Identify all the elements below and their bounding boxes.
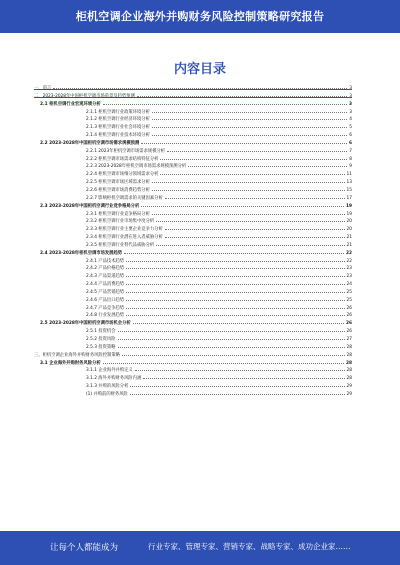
toc-entry-label: 2.4.8 行业发展趋势 — [86, 313, 125, 319]
toc-entry[interactable] — [34, 217, 352, 225]
toc-dot-leader — [152, 131, 347, 136]
toc-entry-label: 2.5.1 投资机会 — [86, 329, 116, 335]
toc-entry-label: 2.2.4 柜机空调市场细分领域需求分析 — [86, 172, 159, 178]
toc-entry[interactable] — [34, 343, 352, 351]
toc-page-number: 28 — [346, 368, 352, 374]
toc-dot-leader — [126, 296, 344, 301]
toc-page-number: 15 — [346, 187, 352, 193]
toc-dot-leader — [160, 170, 344, 175]
toc-entry-label: 2.2.6 柜机空调市场消费趋势分析 — [86, 187, 150, 193]
toc-entry[interactable] — [34, 186, 352, 194]
toc-page-number: 11 — [346, 172, 352, 178]
toc-dot-leader — [126, 272, 344, 277]
toc-dot-leader — [126, 288, 344, 293]
toc-entry[interactable] — [34, 100, 352, 108]
toc-dot-leader — [118, 335, 345, 340]
toc-entry[interactable] — [34, 311, 352, 319]
toc-entry[interactable] — [34, 304, 352, 312]
toc-dot-leader — [118, 327, 345, 332]
toc-page-number: 20 — [346, 219, 352, 225]
toc-page-number: 26 — [346, 329, 352, 335]
toc-page-number: 19 — [346, 203, 352, 209]
toc-dot-leader — [152, 115, 347, 120]
toc-entry-label: 2.1.2 柜机空调行业经济环境分析 — [86, 117, 150, 123]
toc-page-number: 3 — [349, 101, 352, 107]
toc-dot-leader — [124, 249, 344, 254]
toc-entry-label: 2.3.3 柜机空调行业主要企业竞争力分析 — [86, 227, 163, 233]
toc-entry[interactable] — [34, 194, 352, 202]
toc-page-number: 6 — [349, 133, 352, 139]
toc-dot-leader — [103, 100, 347, 105]
toc-dot-leader — [188, 162, 347, 167]
toc-dot-leader — [126, 304, 344, 309]
toc-entry[interactable] — [34, 131, 352, 139]
toc-page-number: 25 — [346, 289, 352, 295]
toc-entry[interactable] — [34, 210, 352, 218]
toc-page-number: 24 — [346, 282, 352, 288]
toc-entry[interactable] — [34, 170, 352, 178]
toc-entry[interactable] — [34, 327, 352, 335]
toc-dot-leader — [126, 257, 344, 262]
toc-page-number: 8 — [349, 156, 352, 162]
toc-entry-label: (1) 并购前的财务风险 — [86, 391, 128, 397]
toc-entry[interactable] — [34, 155, 352, 163]
toc-entry[interactable] — [34, 241, 352, 249]
toc-dot-leader — [118, 343, 345, 348]
toc-entry[interactable] — [34, 84, 352, 92]
toc-entry[interactable] — [34, 92, 352, 100]
toc-page-number: 5 — [349, 125, 352, 131]
toc-entry[interactable] — [34, 225, 352, 233]
toc-entry-label: 2.5.3 投资策略 — [86, 344, 116, 350]
toc-dot-leader — [160, 155, 347, 160]
toc-page-number: 7 — [349, 148, 352, 154]
toc-entry[interactable] — [34, 382, 352, 390]
toc-page-number: 3 — [349, 86, 352, 91]
toc-entry-label: 3.1 企业海外并购财务风险分析 — [40, 360, 101, 366]
toc-dot-leader — [53, 84, 347, 89]
toc-dot-leader — [156, 241, 344, 246]
toc-page-number: 4 — [349, 117, 352, 123]
toc-dot-leader — [130, 382, 344, 387]
footer-bar — [0, 531, 400, 565]
toc-page-number: 3 — [349, 93, 352, 99]
toc-page-number: 21 — [346, 242, 352, 248]
toc-entry-label: 3.1.1 企业海外并购定义 — [86, 368, 133, 374]
toc-entry-label: 2.2.1 2023年柜机空调市场需求规模分析 — [86, 148, 166, 154]
toc-page-number: 6 — [349, 140, 352, 146]
toc-dot-leader — [156, 217, 344, 222]
toc-page-number: 3 — [349, 109, 352, 115]
toc-entry[interactable] — [34, 359, 352, 367]
toc-dot-leader — [143, 374, 344, 379]
toc-entry[interactable] — [34, 296, 352, 304]
toc-page-number: 25 — [346, 297, 352, 303]
toc-entry[interactable] — [34, 351, 352, 359]
toc-entry[interactable] — [34, 335, 352, 343]
toc-page-number: 28 — [346, 360, 352, 366]
toc-entry-label: 2.4.2 产品价格趋势 — [86, 266, 125, 272]
toc-entry[interactable] — [34, 147, 352, 155]
toc-dot-leader — [141, 202, 344, 207]
toc-dot-leader — [103, 359, 344, 364]
toc-dot-leader — [133, 319, 344, 324]
toc-page-number: 19 — [346, 211, 352, 217]
toc-page-number: 28 — [346, 344, 352, 350]
toc-title: 内容目录 — [173, 62, 226, 77]
toc-entry[interactable] — [34, 123, 352, 131]
toc-page-number: 13 — [346, 180, 352, 186]
toc-entry-label: 2.4.4 产品消费趋势 — [86, 282, 125, 288]
toc-entry[interactable] — [34, 374, 352, 382]
toc-entry-label: 2.1.1 柜机空调行业政策环境分析 — [86, 109, 150, 115]
toc-page-number: 23 — [346, 266, 352, 272]
toc-dot-leader — [141, 139, 347, 144]
toc-page-number: 21 — [346, 235, 352, 241]
toc-entry-label: 2.5 2023-2028年中国柜机空调市场机会分析 — [40, 321, 131, 327]
toc-dot-leader — [165, 225, 345, 230]
toc-dot-leader — [152, 108, 347, 113]
toc-dot-leader — [137, 92, 348, 97]
toc-dot-leader — [130, 390, 345, 395]
toc-entry-label: 2.4.3 产品渠道趋势 — [86, 274, 125, 280]
toc-entry-label: 2.1 柜机空调行业宏观环境分析 — [40, 101, 101, 107]
toc-entry[interactable] — [34, 390, 352, 398]
toc-entry-label: 2.4.5 产品营销趋势 — [86, 289, 125, 295]
report-title: 柜机空调企业海外并购财务风险控制策略研究报告 — [75, 10, 325, 23]
toc-dot-leader — [167, 147, 347, 152]
toc-entry[interactable] — [34, 264, 352, 272]
toc-entry-label: 2.2.2 柜机空调市场需求结构特征分析 — [86, 156, 159, 162]
toc-entry-label: 2.1.3 柜机空调行业社会环境分析 — [86, 125, 150, 131]
toc-entry-label: 2.4.7 产品竞争趋势 — [86, 305, 125, 311]
toc-entry-label: 2.2.3 2023-2028年柜机空调市场需求规模预测分析 — [86, 164, 187, 170]
toc-entry[interactable] — [34, 280, 352, 288]
toc-entry-label: 2.5.2 投资风险 — [86, 337, 116, 342]
toc-page-number: 22 — [346, 258, 352, 264]
toc-page-number: 17 — [346, 195, 352, 201]
toc-entry-label: 2.2 2023-2028年中国柜机空调市场需求规模预测 — [40, 140, 140, 146]
toc-entry[interactable] — [34, 202, 352, 210]
toc-entry-label: 2.2.5 柜机空调市场区域需求分析 — [86, 180, 150, 186]
toc-entry[interactable] — [34, 249, 352, 257]
toc-entry[interactable] — [34, 272, 352, 280]
toc-entry[interactable] — [34, 139, 352, 147]
toc-entry-label: 2.2.7 影响柜机空调需求的关键因素分析 — [86, 195, 163, 201]
toc-entry-label: 2.4.6 产品出口趋势 — [86, 297, 125, 303]
toc-dot-leader — [126, 311, 344, 316]
footer-slogan-right: 行业专家、管理专家、营销专家、战略专家、成功企业家…… — [148, 542, 351, 551]
toc-page-number: 26 — [346, 313, 352, 319]
toc-dot-leader — [126, 264, 344, 269]
toc-dot-leader — [152, 178, 345, 183]
toc-page-number: 20 — [346, 227, 352, 233]
toc-entry[interactable] — [34, 288, 352, 296]
toc-entry-label: 2.3.2 柜机空调行业市场集中度分析 — [86, 219, 155, 225]
report-header-bar — [0, 0, 400, 33]
toc-entry-label: 2.4 2023-2028年柜机空调市场发展趋势 — [40, 250, 123, 256]
toc-entry[interactable] — [34, 319, 352, 327]
footer-slogan-left: 让每个人都能成为 — [50, 543, 119, 553]
toc-entry-label: 2.3.4 柜机空调行业潜在进入者威胁分析 — [86, 235, 163, 241]
toc-dot-leader — [165, 194, 345, 199]
toc-entry-label: 3.1.2 海外并购财务风险内涵 — [86, 376, 142, 382]
toc-entry[interactable] — [34, 178, 352, 186]
toc-dot-leader — [126, 280, 344, 285]
toc-entry[interactable] — [34, 366, 352, 374]
toc-entry[interactable] — [34, 257, 352, 265]
toc-entry-label: 2.1.4 柜机空调行业技术环境分析 — [86, 133, 150, 139]
toc-entry[interactable] — [34, 115, 352, 123]
toc-dot-leader — [152, 210, 345, 215]
toc-entry[interactable] — [34, 108, 352, 116]
toc-page-number: 28 — [346, 376, 352, 382]
toc-page-number: 29 — [346, 391, 352, 397]
toc-page-number: 26 — [346, 321, 352, 327]
toc-page-number: 26 — [346, 305, 352, 311]
toc-dot-leader — [135, 366, 345, 371]
toc-dot-leader — [165, 233, 345, 238]
toc-entry-label: 一、前言 — [34, 86, 52, 91]
toc-dot-leader — [152, 186, 345, 191]
toc-entry-label: 2.3.5 柜机空调行业替代品威胁分析 — [86, 242, 155, 248]
toc-page-number: 22 — [346, 250, 352, 256]
toc-entry-label: 3.1.3 并购的风险分析 — [86, 384, 129, 390]
table-of-contents — [34, 84, 352, 398]
toc-page-number: 23 — [346, 274, 352, 280]
toc-dot-leader — [122, 351, 345, 356]
toc-dot-leader — [152, 123, 347, 128]
toc-entry-label: 2.3 2023-2028年中国柜机空调行业竞争格局分析 — [40, 203, 140, 209]
toc-entry-label: 二、2023-2028年中国柜机空调市场前景及趋势预测 — [34, 93, 135, 99]
toc-entry[interactable] — [34, 233, 352, 241]
toc-page-number: 29 — [346, 384, 352, 390]
toc-entry-label: 2.4.1 产品技术趋势 — [86, 258, 125, 264]
toc-page-number: 28 — [346, 352, 352, 358]
toc-entry[interactable] — [34, 162, 352, 170]
toc-entry-label: 三、柜机空调企业海外并购财务风险控制策略 — [34, 352, 120, 358]
toc-page-number: 9 — [349, 164, 352, 170]
toc-page-number: 27 — [346, 337, 352, 342]
toc-entry-label: 2.3.1 柜机空调行业竞争格局分析 — [86, 211, 150, 217]
